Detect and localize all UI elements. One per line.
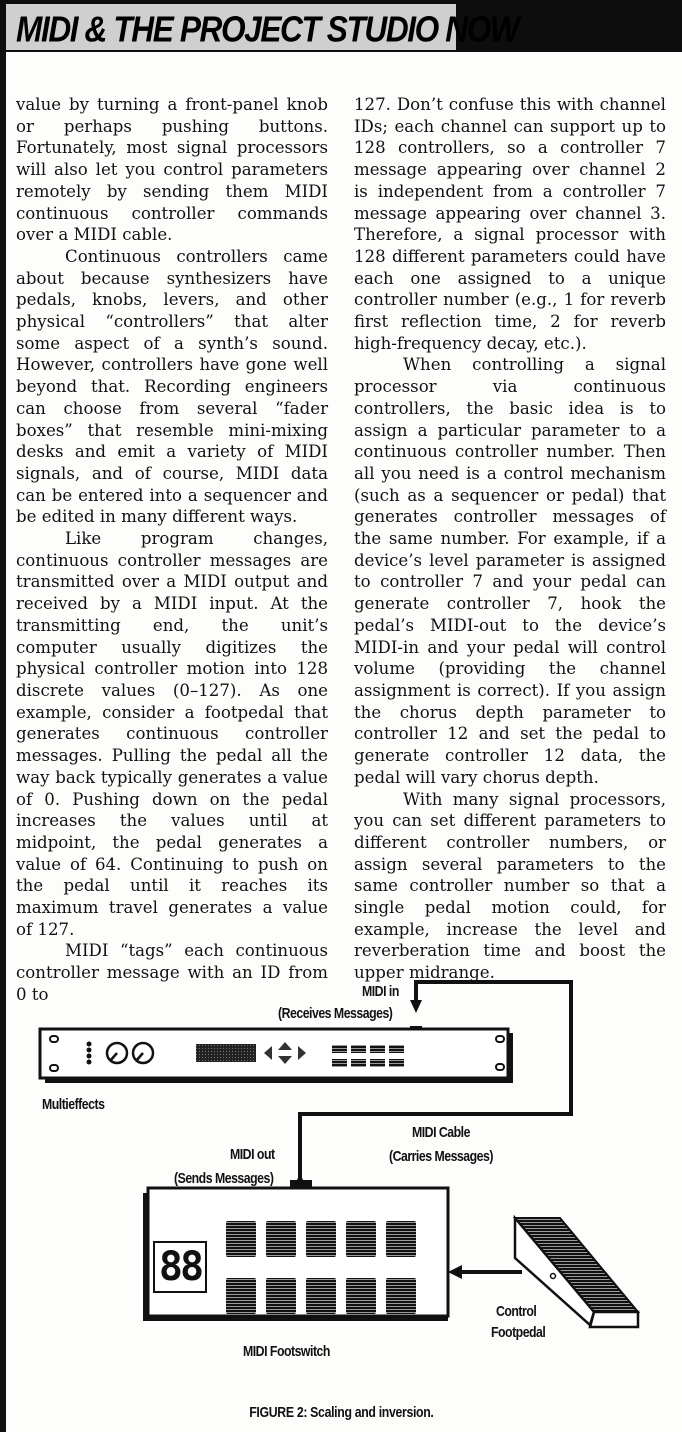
midi-in-arrow-icon [410, 1000, 422, 1013]
header-title-box [6, 4, 519, 50]
label-midi-cable: MIDI Cable [412, 1124, 470, 1141]
figure-caption [0, 1404, 682, 1421]
knob-icon [107, 1043, 127, 1063]
knob-icon [133, 1043, 153, 1063]
label-multieffects: Multieffects [42, 1096, 105, 1113]
page-header [0, 0, 682, 52]
paragraph: Like program changes, continuous controller messages are transmitted over a MIDI output and received by a MIDI input. At the transmitting end, the unit’s computer usually digitizes the physical controller motion into 128 discrete values (0–127). As one example, consider a footpedal that generates continuous controller messages. Pulling the pedal all the way back typically generates a value of 0. Pushing down on the pedal increases the values until at midpoint, the pedal generates a value of 64. Continuing to push on the pedal until it reaches its maximum travel generates a value of 127. [16, 529, 328, 939]
label-footpedal: Footpedal [491, 1324, 546, 1341]
label-midi-out-sub: (Sends Messages) [174, 1170, 274, 1187]
paragraph: With many signal processors, you can set different parameters to different controller numbers, or assign several parameters to the same controller number so that a single pedal motion could, for example, increase the level and reverberation time and boost the upper midrange. [354, 789, 666, 983]
footswitch-display-value: 88 [158, 1244, 202, 1290]
article-column-left [16, 94, 328, 1006]
label-midi-in: MIDI in [362, 983, 399, 1000]
figure-midi-diagram [0, 960, 682, 1360]
multieffects-unit [40, 1026, 513, 1083]
paragraph: value by turning a front-panel knob or perhaps pushing buttons. Fortunately, most signal processors will also let you control parameters remotely by sending them MIDI continuous controller commands over a MIDI cable. [16, 95, 328, 245]
figure-caption-text: FIGURE 2: Scaling and inversion. [248, 1404, 434, 1421]
paragraph: When controlling a signal processor via continuous controllers, the basic idea is to assign a particular parameter to a continuous controller number. Then all you need is a control mechanism (such as a sequencer or pedal) that generates controller messages of the same number. For example, if a device’s level parameter is assigned to controller 7 and your pedal can generate controller 7, hook the pedal’s MIDI-out to the device’s MIDI-in and your pedal will control volume (providing the channel assignment is correct). If you assign the chorus depth parameter to controller 12 and set the pedal to generate controller 12 data, the pedal will vary chorus depth. [354, 355, 666, 787]
label-midi-footswitch: MIDI Footswitch [243, 1343, 330, 1360]
label-midi-in-sub: (Receives Messages) [278, 1005, 393, 1022]
article-column-right [354, 94, 666, 984]
paragraph: Continuous controllers came about because synthesizers have pedals, knobs, levers, and other physical “controllers” that alter some aspect of a synth’s sound. However, controllers have gone well beyond that. Recording engineers can choose from several “fader boxes” that resemble mini-mixing desks and emit a variety of MIDI signals, and of course, MIDI data can be entered into a sequencer and be edited in many different ways. [16, 246, 328, 527]
label-control: Control [496, 1303, 537, 1320]
paragraph: 127. Don’t confuse this with channel IDs; each channel can support up to 128 controllers, so a controller 7 message appearing over channel 2 is independent from a controller 7 message appearing over channel 3. Therefore, a signal processor with 128 different parameters could have each one assigned to a unique controller number (e.g., 1 for reverb first reflection time, 2 for reverb high-frequency decay, etc.). [354, 95, 666, 353]
page-title: MIDI & THE PROJECT STUDIO NOW [16, 10, 519, 50]
paragraph: MIDI “tags” each continuous controller message with an ID from 0 to [16, 941, 328, 1004]
lcd-display [196, 1044, 256, 1062]
pedal-arrow-icon [448, 1265, 462, 1279]
label-midi-out: MIDI out [230, 1146, 275, 1163]
label-midi-cable-sub: (Carries Messages) [389, 1148, 493, 1165]
